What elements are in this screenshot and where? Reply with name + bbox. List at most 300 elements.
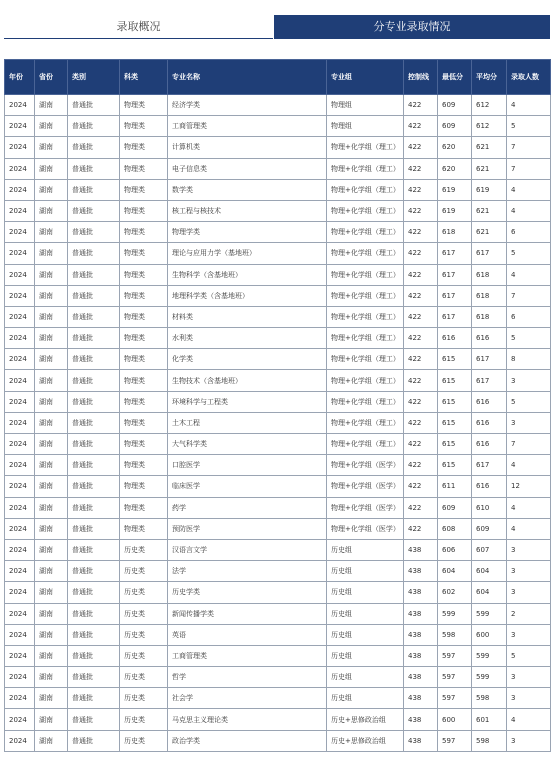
col-min-score-cell: 615 [438, 370, 472, 391]
col-major-cell: 工商管理类 [168, 116, 327, 137]
table-row [5, 603, 551, 624]
col-avg-score-header: 平均分 [472, 60, 507, 95]
col-year-cell: 2024 [5, 328, 35, 349]
col-subject-cell: 物理类 [120, 137, 168, 158]
col-year-cell: 2024 [5, 730, 35, 751]
admission-table [4, 59, 551, 752]
col-province-cell: 湖南 [35, 476, 68, 497]
col-avg-score-cell: 616 [472, 434, 507, 455]
table-row [5, 730, 551, 751]
table-row [5, 582, 551, 603]
col-major-group-cell: 物理组 [327, 116, 404, 137]
col-major-cell: 核工程与核技术 [168, 200, 327, 221]
col-min-score-cell: 615 [438, 391, 472, 412]
col-province-cell: 湖南 [35, 243, 68, 264]
col-subject-cell: 历史类 [120, 582, 168, 603]
col-admitted-count-cell: 3 [507, 582, 551, 603]
col-subject-cell: 物理类 [120, 158, 168, 179]
col-major-group-cell: 历史组 [327, 688, 404, 709]
col-control-line-cell: 438 [404, 730, 438, 751]
col-subject-cell: 历史类 [120, 667, 168, 688]
col-category-cell: 普通批 [68, 370, 120, 391]
col-avg-score-cell: 601 [472, 709, 507, 730]
col-admitted-count-cell: 3 [507, 730, 551, 751]
col-year-cell: 2024 [5, 476, 35, 497]
col-admitted-count-cell: 5 [507, 328, 551, 349]
col-min-score-cell: 616 [438, 328, 472, 349]
col-year-cell: 2024 [5, 306, 35, 327]
col-min-score-cell: 619 [438, 200, 472, 221]
table-row [5, 561, 551, 582]
col-major-cell: 生物科学（含基地班） [168, 264, 327, 285]
col-major-cell: 水利类 [168, 328, 327, 349]
col-major-group-cell: 物理+化学组（理工） [327, 434, 404, 455]
col-year-cell: 2024 [5, 434, 35, 455]
col-admitted-count-cell: 7 [507, 285, 551, 306]
col-control-line-cell: 422 [404, 222, 438, 243]
col-province-cell: 湖南 [35, 179, 68, 200]
col-year-cell: 2024 [5, 222, 35, 243]
col-min-score-cell: 617 [438, 285, 472, 306]
table-row [5, 667, 551, 688]
col-admitted-count-cell: 3 [507, 624, 551, 645]
col-avg-score-cell: 609 [472, 518, 507, 539]
col-major-group-cell: 物理+化学组（医学） [327, 518, 404, 539]
col-min-score-cell: 600 [438, 709, 472, 730]
col-admitted-count-cell: 3 [507, 561, 551, 582]
col-min-score-cell: 606 [438, 539, 472, 560]
col-category-cell: 普通批 [68, 624, 120, 645]
col-avg-score-cell: 618 [472, 264, 507, 285]
col-control-line-cell: 422 [404, 349, 438, 370]
col-avg-score-cell: 598 [472, 730, 507, 751]
col-major-group-cell: 物理组 [327, 95, 404, 116]
col-category-cell: 普通批 [68, 349, 120, 370]
col-major-group-cell: 物理+化学组（理工） [327, 222, 404, 243]
col-avg-score-cell: 616 [472, 391, 507, 412]
col-control-line-cell: 422 [404, 285, 438, 306]
col-major-cell: 政治学类 [168, 730, 327, 751]
col-min-score-cell: 608 [438, 518, 472, 539]
col-min-score-cell: 609 [438, 497, 472, 518]
col-major-group-header: 专业组 [327, 60, 404, 95]
table-row [5, 412, 551, 433]
col-major-cell: 临床医学 [168, 476, 327, 497]
col-admitted-count-cell: 4 [507, 455, 551, 476]
col-year-cell: 2024 [5, 645, 35, 666]
col-min-score-cell: 618 [438, 222, 472, 243]
tab-admission-overview[interactable]: 录取概况 [4, 15, 273, 39]
col-major-group-cell: 物理+化学组（理工） [327, 158, 404, 179]
col-province-cell: 湖南 [35, 370, 68, 391]
col-province-cell: 湖南 [35, 497, 68, 518]
col-category-cell: 普通批 [68, 688, 120, 709]
col-admitted-count-header: 录取人数 [507, 60, 551, 95]
col-year-cell: 2024 [5, 200, 35, 221]
col-control-line-cell: 422 [404, 328, 438, 349]
col-min-score-cell: 617 [438, 306, 472, 327]
col-category-cell: 普通批 [68, 95, 120, 116]
col-province-cell: 湖南 [35, 455, 68, 476]
col-control-line-cell: 438 [404, 582, 438, 603]
table-body [5, 95, 551, 752]
col-control-line-cell: 422 [404, 412, 438, 433]
tab-bar [0, 15, 554, 39]
col-year-cell: 2024 [5, 539, 35, 560]
col-subject-cell: 物理类 [120, 497, 168, 518]
col-major-cell: 电子信息类 [168, 158, 327, 179]
col-major-cell: 物理学类 [168, 222, 327, 243]
col-province-cell: 湖南 [35, 349, 68, 370]
col-control-line-cell: 422 [404, 306, 438, 327]
col-min-score-cell: 617 [438, 264, 472, 285]
col-subject-cell: 物理类 [120, 264, 168, 285]
table-row [5, 222, 551, 243]
col-control-line-cell: 438 [404, 688, 438, 709]
col-major-group-cell: 物理+化学组（理工） [327, 306, 404, 327]
col-control-line-cell: 438 [404, 709, 438, 730]
col-year-cell: 2024 [5, 455, 35, 476]
col-major-group-cell: 物理+化学组（理工） [327, 137, 404, 158]
admission-table-container [4, 59, 550, 752]
tab-admission-by-major[interactable]: 分专业录取情况 [274, 15, 550, 39]
col-province-cell: 湖南 [35, 116, 68, 137]
col-avg-score-cell: 618 [472, 285, 507, 306]
col-control-line-cell: 438 [404, 539, 438, 560]
col-major-cell: 工商管理类 [168, 645, 327, 666]
col-category-cell: 普通批 [68, 222, 120, 243]
col-major-group-cell: 历史+思修政治组 [327, 730, 404, 751]
col-admitted-count-cell: 4 [507, 497, 551, 518]
col-province-cell: 湖南 [35, 306, 68, 327]
col-subject-cell: 物理类 [120, 370, 168, 391]
col-admitted-count-cell: 5 [507, 645, 551, 666]
col-province-cell: 湖南 [35, 582, 68, 603]
col-province-cell: 湖南 [35, 688, 68, 709]
col-major-group-cell: 历史组 [327, 667, 404, 688]
col-year-cell: 2024 [5, 349, 35, 370]
col-avg-score-cell: 600 [472, 624, 507, 645]
table-row [5, 95, 551, 116]
col-category-cell: 普通批 [68, 328, 120, 349]
col-major-group-cell: 物理+化学组（理工） [327, 179, 404, 200]
col-major-cell: 大气科学类 [168, 434, 327, 455]
table-row [5, 116, 551, 137]
col-subject-cell: 历史类 [120, 539, 168, 560]
col-min-score-cell: 602 [438, 582, 472, 603]
col-control-line-cell: 438 [404, 624, 438, 645]
col-province-cell: 湖南 [35, 667, 68, 688]
col-major-cell: 汉语言文学 [168, 539, 327, 560]
col-category-cell: 普通批 [68, 200, 120, 221]
table-header-row [5, 60, 551, 95]
col-major-cell: 马克思主义理论类 [168, 709, 327, 730]
col-province-cell: 湖南 [35, 709, 68, 730]
col-control-line-cell: 422 [404, 518, 438, 539]
col-major-cell: 土木工程 [168, 412, 327, 433]
table-row [5, 434, 551, 455]
col-subject-cell: 物理类 [120, 455, 168, 476]
col-control-line-cell: 422 [404, 264, 438, 285]
col-category-cell: 普通批 [68, 455, 120, 476]
col-province-cell: 湖南 [35, 412, 68, 433]
col-avg-score-cell: 612 [472, 116, 507, 137]
col-avg-score-cell: 604 [472, 582, 507, 603]
col-year-cell: 2024 [5, 243, 35, 264]
table-row [5, 285, 551, 306]
col-subject-cell: 物理类 [120, 349, 168, 370]
table-row [5, 455, 551, 476]
col-category-cell: 普通批 [68, 306, 120, 327]
col-min-score-cell: 615 [438, 434, 472, 455]
col-subject-cell: 历史类 [120, 603, 168, 624]
col-control-line-cell: 422 [404, 200, 438, 221]
col-major-cell: 化学类 [168, 349, 327, 370]
table-row [5, 709, 551, 730]
col-major-cell: 计算机类 [168, 137, 327, 158]
col-admitted-count-cell: 3 [507, 667, 551, 688]
col-province-cell: 湖南 [35, 328, 68, 349]
col-category-cell: 普通批 [68, 264, 120, 285]
col-province-cell: 湖南 [35, 434, 68, 455]
col-control-line-cell: 422 [404, 116, 438, 137]
col-subject-cell: 物理类 [120, 328, 168, 349]
col-year-cell: 2024 [5, 116, 35, 137]
col-province-cell: 湖南 [35, 645, 68, 666]
table-row [5, 624, 551, 645]
col-avg-score-cell: 617 [472, 349, 507, 370]
col-category-cell: 普通批 [68, 497, 120, 518]
col-major-group-cell: 历史组 [327, 603, 404, 624]
col-min-score-cell: 597 [438, 730, 472, 751]
col-min-score-cell: 604 [438, 561, 472, 582]
col-major-group-cell: 物理+化学组（医学） [327, 497, 404, 518]
col-category-cell: 普通批 [68, 243, 120, 264]
col-province-cell: 湖南 [35, 285, 68, 306]
col-year-cell: 2024 [5, 518, 35, 539]
col-major-cell: 药学 [168, 497, 327, 518]
col-subject-cell: 物理类 [120, 285, 168, 306]
col-control-line-cell: 422 [404, 158, 438, 179]
table-row [5, 688, 551, 709]
table-row [5, 200, 551, 221]
col-min-score-cell: 611 [438, 476, 472, 497]
col-province-cell: 湖南 [35, 603, 68, 624]
col-avg-score-cell: 610 [472, 497, 507, 518]
col-control-line-cell: 422 [404, 95, 438, 116]
col-category-cell: 普通批 [68, 285, 120, 306]
col-subject-cell: 历史类 [120, 645, 168, 666]
col-subject-cell: 物理类 [120, 200, 168, 221]
col-avg-score-cell: 619 [472, 179, 507, 200]
col-year-cell: 2024 [5, 667, 35, 688]
col-province-cell: 湖南 [35, 624, 68, 645]
col-major-cell: 生物技术（含基地班） [168, 370, 327, 391]
col-avg-score-cell: 617 [472, 370, 507, 391]
col-avg-score-cell: 607 [472, 539, 507, 560]
col-min-score-cell: 597 [438, 645, 472, 666]
col-major-cell: 哲学 [168, 667, 327, 688]
col-avg-score-cell: 616 [472, 476, 507, 497]
table-row [5, 306, 551, 327]
col-admitted-count-cell: 8 [507, 349, 551, 370]
col-control-line-cell: 422 [404, 370, 438, 391]
col-province-cell: 湖南 [35, 730, 68, 751]
col-avg-score-cell: 599 [472, 603, 507, 624]
col-control-line-cell: 422 [404, 391, 438, 412]
col-admitted-count-cell: 3 [507, 688, 551, 709]
table-row [5, 264, 551, 285]
col-category-cell: 普通批 [68, 582, 120, 603]
col-subject-cell: 物理类 [120, 179, 168, 200]
col-major-cell: 历史学类 [168, 582, 327, 603]
table-row [5, 518, 551, 539]
col-category-cell: 普通批 [68, 158, 120, 179]
col-subject-cell: 物理类 [120, 476, 168, 497]
col-subject-cell: 物理类 [120, 412, 168, 433]
col-admitted-count-cell: 3 [507, 539, 551, 560]
col-subject-cell: 历史类 [120, 624, 168, 645]
col-province-header: 省份 [35, 60, 68, 95]
col-province-cell: 湖南 [35, 391, 68, 412]
col-admitted-count-cell: 12 [507, 476, 551, 497]
col-admitted-count-cell: 5 [507, 391, 551, 412]
col-major-group-cell: 历史+思修政治组 [327, 709, 404, 730]
col-control-line-cell: 422 [404, 434, 438, 455]
col-year-cell: 2024 [5, 179, 35, 200]
col-min-score-cell: 615 [438, 455, 472, 476]
col-category-cell: 普通批 [68, 667, 120, 688]
col-admitted-count-cell: 3 [507, 370, 551, 391]
col-min-score-cell: 598 [438, 624, 472, 645]
col-major-group-cell: 物理+化学组（理工） [327, 349, 404, 370]
col-avg-score-cell: 618 [472, 306, 507, 327]
table-row [5, 349, 551, 370]
col-major-group-cell: 历史组 [327, 624, 404, 645]
col-category-cell: 普通批 [68, 116, 120, 137]
col-year-cell: 2024 [5, 137, 35, 158]
col-year-cell: 2024 [5, 497, 35, 518]
col-major-cell: 预防医学 [168, 518, 327, 539]
col-admitted-count-cell: 5 [507, 243, 551, 264]
col-subject-cell: 历史类 [120, 709, 168, 730]
col-avg-score-cell: 621 [472, 137, 507, 158]
col-subject-cell: 历史类 [120, 688, 168, 709]
col-category-cell: 普通批 [68, 476, 120, 497]
table-row [5, 497, 551, 518]
col-major-group-cell: 物理+化学组（理工） [327, 328, 404, 349]
col-major-group-cell: 历史组 [327, 539, 404, 560]
col-category-cell: 普通批 [68, 730, 120, 751]
col-category-cell: 普通批 [68, 645, 120, 666]
col-admitted-count-cell: 5 [507, 116, 551, 137]
col-major-group-cell: 物理+化学组（理工） [327, 370, 404, 391]
col-year-header: 年份 [5, 60, 35, 95]
col-major-cell: 数学类 [168, 179, 327, 200]
col-subject-cell: 历史类 [120, 561, 168, 582]
col-min-score-cell: 615 [438, 349, 472, 370]
col-major-cell: 经济学类 [168, 95, 327, 116]
col-year-cell: 2024 [5, 391, 35, 412]
col-control-line-cell: 422 [404, 137, 438, 158]
col-province-cell: 湖南 [35, 264, 68, 285]
col-admitted-count-cell: 4 [507, 518, 551, 539]
col-major-group-cell: 物理+化学组（医学） [327, 455, 404, 476]
col-subject-header: 科类 [120, 60, 168, 95]
col-admitted-count-cell: 4 [507, 179, 551, 200]
col-major-cell: 理论与应用力学（基地班） [168, 243, 327, 264]
col-major-cell: 法学 [168, 561, 327, 582]
col-year-cell: 2024 [5, 582, 35, 603]
col-major-cell: 新闻传播学类 [168, 603, 327, 624]
table-row [5, 137, 551, 158]
col-major-header: 专业名称 [168, 60, 327, 95]
col-min-score-cell: 597 [438, 667, 472, 688]
col-min-score-header: 最低分 [438, 60, 472, 95]
table-row [5, 539, 551, 560]
col-avg-score-cell: 617 [472, 455, 507, 476]
col-control-line-cell: 438 [404, 645, 438, 666]
table-row [5, 158, 551, 179]
col-category-cell: 普通批 [68, 391, 120, 412]
col-min-score-cell: 609 [438, 116, 472, 137]
col-control-line-cell: 422 [404, 455, 438, 476]
col-province-cell: 湖南 [35, 158, 68, 179]
col-category-cell: 普通批 [68, 539, 120, 560]
col-province-cell: 湖南 [35, 222, 68, 243]
col-year-cell: 2024 [5, 624, 35, 645]
col-province-cell: 湖南 [35, 539, 68, 560]
col-major-group-cell: 物理+化学组（理工） [327, 243, 404, 264]
col-province-cell: 湖南 [35, 137, 68, 158]
col-min-score-cell: 617 [438, 243, 472, 264]
col-admitted-count-cell: 6 [507, 222, 551, 243]
col-category-header: 类别 [68, 60, 120, 95]
table-row [5, 243, 551, 264]
col-year-cell: 2024 [5, 370, 35, 391]
col-control-line-cell: 422 [404, 179, 438, 200]
col-year-cell: 2024 [5, 603, 35, 624]
col-subject-cell: 物理类 [120, 306, 168, 327]
col-control-line-cell: 438 [404, 561, 438, 582]
col-control-line-cell: 422 [404, 497, 438, 518]
col-major-cell: 口腔医学 [168, 455, 327, 476]
col-admitted-count-cell: 4 [507, 200, 551, 221]
col-major-cell: 英语 [168, 624, 327, 645]
col-major-cell: 社会学 [168, 688, 327, 709]
col-major-group-cell: 历史组 [327, 561, 404, 582]
col-category-cell: 普通批 [68, 434, 120, 455]
col-major-group-cell: 物理+化学组（理工） [327, 391, 404, 412]
col-category-cell: 普通批 [68, 179, 120, 200]
col-min-score-cell: 599 [438, 603, 472, 624]
col-category-cell: 普通批 [68, 137, 120, 158]
col-major-group-cell: 物理+化学组（理工） [327, 200, 404, 221]
col-major-group-cell: 历史组 [327, 582, 404, 603]
col-subject-cell: 物理类 [120, 518, 168, 539]
col-year-cell: 2024 [5, 158, 35, 179]
col-avg-score-cell: 599 [472, 667, 507, 688]
col-subject-cell: 历史类 [120, 730, 168, 751]
col-min-score-cell: 620 [438, 137, 472, 158]
col-subject-cell: 物理类 [120, 116, 168, 137]
col-category-cell: 普通批 [68, 518, 120, 539]
col-major-cell: 材料类 [168, 306, 327, 327]
col-category-cell: 普通批 [68, 412, 120, 433]
table-row [5, 645, 551, 666]
col-control-line-cell: 422 [404, 243, 438, 264]
col-control-line-header: 控制线 [404, 60, 438, 95]
